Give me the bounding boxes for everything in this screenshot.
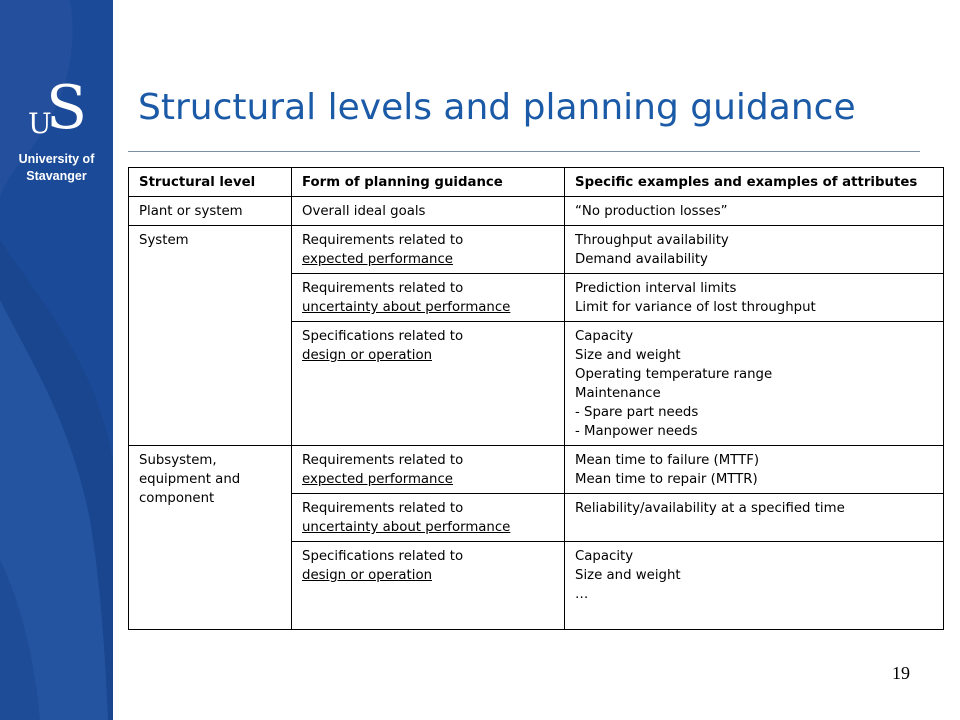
form-text-underlined: uncertainty about performance — [302, 300, 511, 315]
logo-letter-s: S — [46, 73, 88, 143]
example-text: … — [575, 587, 589, 602]
form-cell — [292, 446, 565, 494]
examples-cell — [565, 197, 944, 226]
form-text: Requirements related to — [302, 281, 464, 296]
example-text: Capacity — [575, 549, 634, 564]
examples-cell — [565, 274, 944, 322]
example-text: Capacity — [575, 329, 634, 344]
form-text: Specifications related to — [302, 329, 464, 344]
example-text: “No production losses” — [575, 204, 728, 219]
table-row — [129, 197, 944, 226]
logo-letter-u: U — [28, 107, 52, 140]
form-text: Requirements related to — [302, 501, 464, 516]
form-cell — [292, 226, 565, 274]
logo-name-line-1: University of — [18, 152, 95, 166]
example-text: Prediction interval limits — [575, 281, 737, 296]
logo-name-line-2: Stavanger — [26, 169, 87, 183]
examples-cell — [565, 322, 944, 446]
form-cell — [292, 197, 565, 226]
slide-title: Structural levels and planning guidance — [138, 87, 856, 128]
table-row — [129, 446, 944, 494]
example-text: - Spare part needs — [575, 405, 699, 420]
guidance-table — [128, 167, 944, 630]
form-text-underlined: uncertainty about performance — [302, 520, 511, 535]
level-cell: Plant or system — [129, 197, 292, 226]
table-row — [129, 226, 944, 274]
example-text: Maintenance — [575, 386, 661, 401]
header-form-of-guidance: Form of planning guidance — [292, 168, 565, 197]
university-logo — [0, 73, 113, 184]
form-text: Specifications related to — [302, 549, 464, 564]
example-text: - Manpower needs — [575, 424, 698, 439]
form-text: Requirements related to — [302, 233, 464, 248]
example-text: Limit for variance of lost throughput — [575, 300, 816, 315]
form-text-underlined: design or operation — [302, 568, 433, 583]
page-number: 19 — [892, 663, 910, 683]
form-text-underlined: expected performance — [302, 472, 453, 487]
sidebar-band — [0, 0, 113, 720]
example-text: Operating temperature range — [575, 367, 773, 382]
examples-cell — [565, 542, 944, 630]
example-text: Size and weight — [575, 348, 681, 363]
title-divider — [128, 151, 920, 152]
level-cell: Subsystem, equipment and component — [129, 446, 292, 630]
level-cell: System — [129, 226, 292, 446]
examples-cell — [565, 446, 944, 494]
example-text: Throughput availability — [575, 233, 729, 248]
form-cell — [292, 542, 565, 630]
examples-cell — [565, 226, 944, 274]
form-text-underlined: design or operation — [302, 348, 433, 363]
example-text: Reliability/availability at a specified time — [575, 501, 845, 516]
form-text-underlined: expected performance — [302, 252, 453, 267]
examples-cell — [565, 494, 944, 542]
logo-mark — [0, 73, 113, 150]
form-cell — [292, 494, 565, 542]
example-text: Mean time to repair (MTTR) — [575, 472, 758, 487]
example-text: Demand availability — [575, 252, 708, 267]
example-text: Size and weight — [575, 568, 681, 583]
form-cell — [292, 274, 565, 322]
header-specific-examples: Specific examples and examples of attributes — [565, 168, 944, 197]
form-text: Overall ideal goals — [302, 204, 426, 219]
form-text: Requirements related to — [302, 453, 464, 468]
example-text: Mean time to failure (MTTF) — [575, 453, 760, 468]
table-header-row — [129, 168, 944, 197]
form-cell — [292, 322, 565, 446]
header-structural-level: Structural level — [129, 168, 292, 197]
